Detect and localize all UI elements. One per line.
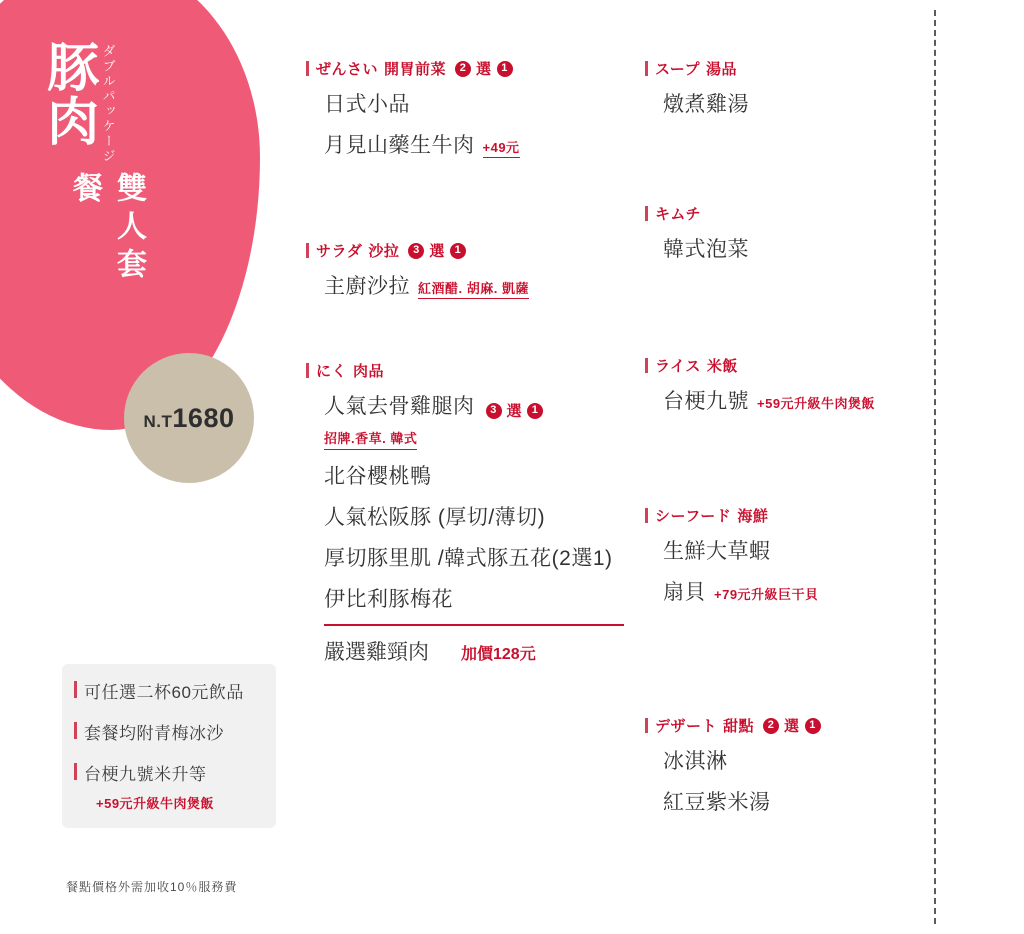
section-title-zh: 肉品 [353, 363, 385, 380]
notes-box [62, 664, 276, 828]
menu-item [663, 576, 935, 606]
bullet-bar-icon [306, 363, 309, 378]
section-pick-count-badge: 1 [450, 243, 466, 259]
note-label: 可任選二杯60元飲品 [84, 683, 244, 702]
menu-item [324, 460, 636, 490]
menu-item-surcharge: +49元 [483, 137, 520, 158]
bullet-bar-icon [306, 243, 309, 258]
section-count-badge: 2 [763, 718, 779, 734]
note-item [74, 760, 264, 785]
bullet-bar-icon [306, 61, 309, 76]
cover-title-kana: ダブルパッケージ [100, 44, 116, 164]
menu-item-options: 紅酒醋. 胡麻. 凱薩 [418, 278, 529, 299]
cover-subtitle: 雙人套餐 [68, 172, 145, 286]
section-header [645, 715, 935, 736]
menu-item-name: 紅豆紫米湯 [663, 791, 771, 814]
section-rice [645, 355, 935, 426]
bullet-bar-icon [645, 206, 648, 221]
section-title-jp: にく [316, 363, 348, 380]
section-seafood [645, 505, 935, 617]
menu-item-name: 主廚沙拉 [324, 275, 410, 298]
item-pick-label: 選 [506, 403, 523, 420]
menu-item-name: 韓式泡菜 [663, 238, 749, 261]
section-appetizer [306, 58, 636, 170]
section-salad [306, 240, 636, 311]
section-title-zh: 海鮮 [737, 508, 769, 525]
section-title-jp: デザート [655, 718, 718, 735]
menu-item-name: 伊比利豚梅花 [324, 588, 453, 611]
section-meat [306, 360, 636, 666]
price-value: 1680 [172, 402, 235, 433]
menu-item-name: 生鮮大草蝦 [663, 540, 771, 563]
menu-item [663, 535, 935, 565]
menu-item-name: 人氣去骨雞腿肉 [324, 395, 475, 418]
section-header [306, 240, 636, 261]
section-title-jp: キムチ [655, 206, 702, 223]
section-title-zh: 米飯 [706, 358, 738, 375]
menu-item [663, 385, 935, 415]
section-count-badge: 3 [408, 243, 424, 259]
menu-item [663, 233, 935, 263]
section-title-jp: サラダ [316, 243, 363, 260]
section-title-jp: スープ [655, 61, 701, 78]
section-title-zh: 甜點 [723, 718, 755, 735]
menu-item [663, 745, 935, 775]
note-label: 台梗九號米升等 [84, 765, 207, 784]
bullet-bar-icon [645, 358, 648, 373]
menu-item [324, 390, 636, 421]
section-header [306, 360, 636, 381]
section-title-jp: ライス [655, 358, 701, 375]
section-pick-label: 選 [476, 61, 492, 78]
price-text [144, 403, 235, 434]
section-title-zh: 沙拉 [368, 243, 400, 260]
menu-item-extra [324, 636, 636, 666]
note-label: 套餐均附青梅冰沙 [84, 724, 224, 743]
menu-item-options-row [324, 428, 636, 450]
bullet-bar-icon [645, 61, 648, 76]
cover-title-main: 豚肉 [38, 40, 97, 148]
menu-item [324, 501, 636, 531]
menu-item [324, 129, 636, 159]
menu-item-name: 扇貝 [663, 581, 706, 604]
item-pick-count-badge: 1 [527, 403, 543, 419]
section-count-badge: 2 [455, 61, 471, 77]
section-pick-count-badge: 1 [497, 61, 513, 77]
price-badge [124, 353, 254, 483]
section-pick-label: 選 [429, 243, 445, 260]
section-divider [324, 624, 624, 626]
bullet-bar-icon [645, 508, 648, 523]
menu-item-surcharge: +79元升級巨干貝 [714, 587, 819, 602]
section-soup [645, 58, 935, 129]
note-sub-label: +59元升級牛肉煲飯 [96, 796, 215, 811]
menu-item-name: 嚴選雞頸肉 [324, 640, 429, 664]
section-header [306, 58, 636, 79]
menu-item-name: 月見山藥生牛肉 [324, 134, 475, 157]
service-charge-footnote: 餐點價格外需加收10％服務費 [66, 880, 238, 894]
menu-item-options: 招牌.香草. 韓式 [324, 428, 417, 450]
menu-item-name: 厚切豚里肌 /韓式豚五花(2選1) [324, 547, 613, 570]
bullet-bar-icon [74, 681, 77, 698]
cover-title-group [40, 40, 240, 184]
bullet-bar-icon [74, 763, 77, 780]
menu-item [324, 270, 636, 300]
menu-item [324, 88, 636, 118]
section-pick-count-badge: 1 [805, 718, 821, 734]
menu-item-name: 人氣松阪豚 (厚切/薄切) [324, 506, 546, 529]
item-count-badge: 3 [486, 403, 502, 419]
section-header [645, 355, 935, 376]
menu-item-surcharge: +59元升級牛肉煲飯 [757, 396, 876, 411]
section-header [645, 203, 935, 224]
menu-item-choice-group [483, 400, 547, 421]
note-item [74, 678, 264, 703]
menu-item-name: 日式小品 [324, 93, 410, 116]
menu-item-name: 台梗九號 [663, 390, 749, 413]
section-dessert [645, 715, 935, 827]
price-prefix: N.T [143, 411, 173, 431]
section-pick-label: 選 [784, 718, 800, 735]
note-item [74, 719, 264, 744]
section-title-jp: シーフード [655, 508, 732, 525]
menu-item [663, 88, 935, 118]
menu-item-name: 冰淇淋 [663, 750, 728, 773]
menu-item-name: 燉煮雞湯 [663, 93, 749, 116]
section-title-zh: 開胃前菜 [384, 61, 447, 78]
menu-item [324, 542, 636, 572]
section-kimchi [645, 203, 935, 274]
section-header [645, 505, 935, 526]
dashed-cut-line [934, 10, 936, 924]
bullet-bar-icon [74, 722, 77, 739]
section-title-jp: ぜんさい [316, 61, 379, 78]
menu-item-surcharge: 加價128元 [461, 645, 536, 663]
menu-item-name: 北谷櫻桃鴨 [324, 465, 432, 488]
section-header [645, 58, 935, 79]
menu-item [324, 583, 636, 613]
section-title-zh: 湯品 [706, 61, 738, 78]
menu-item [663, 786, 935, 816]
bullet-bar-icon [645, 718, 648, 733]
